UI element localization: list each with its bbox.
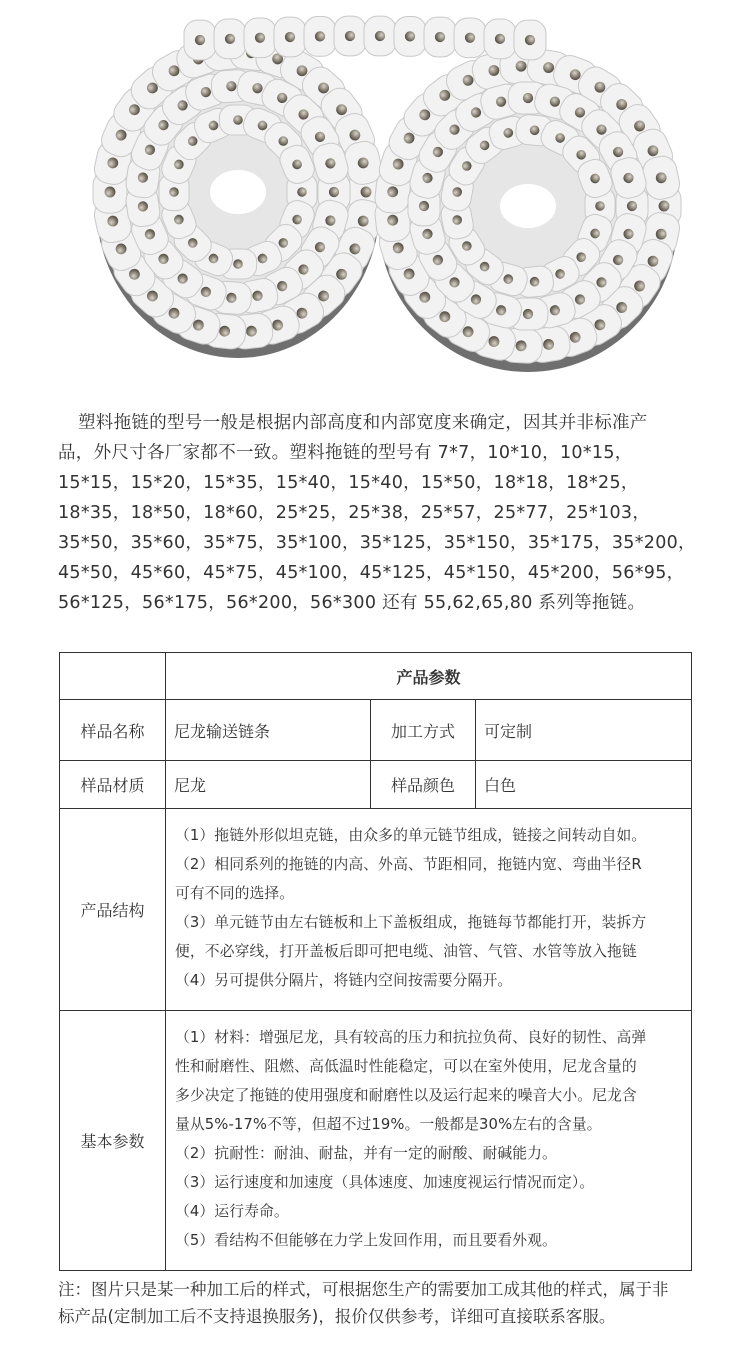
params-line: （3）运行速度和加速度（具体速度、加速度视运行情况而定）。: [175, 1174, 595, 1191]
color-value: 白色: [476, 761, 692, 809]
chain-link: [304, 17, 336, 57]
structure-label: 产品结构: [60, 809, 166, 1011]
note-line: 注：图片只是某一种加工后的样式，可根据您生产的需要加工成其他的样式，属于非: [58, 1280, 669, 1299]
intro-paragraph: [58, 408, 698, 618]
structure-line: （1）拖链外形似坦克链，由众多的单元链节组成，链接之间转动自如。: [175, 827, 647, 844]
product-parameter-table: [59, 652, 692, 1271]
structure-line: （4）另可提供分隔片，将链内空间按需要分隔开。: [175, 972, 513, 989]
product-photo: [0, 0, 750, 385]
chain-link: [424, 17, 456, 57]
material-value: 尼龙: [166, 761, 371, 809]
params-line: （2）抗耐性：耐油、耐盐，并有一定的耐酸、耐碱能力。: [175, 1145, 557, 1162]
chain-coil-right: [374, 48, 682, 372]
params-line: 量从5%-17%不等，但超不过19%。一般都是30%左右的含量。: [175, 1116, 602, 1133]
intro-line: 塑料拖链的型号一般是根据内部高度和内部宽度来确定，因其并非标准产: [78, 413, 648, 433]
chain-link: [514, 20, 546, 60]
chain-link: [394, 17, 426, 57]
table-title: 产品参数: [166, 653, 692, 700]
intro-line: 18*35，18*50，18*60，25*25，25*38，25*57，25*77，25*103，: [58, 503, 651, 523]
chain-link: [484, 19, 516, 59]
intro-line: 56*125，56*175，56*200，56*300 还有 55,62,65,80 系列等拖链。: [58, 593, 646, 613]
chain-link: [244, 18, 276, 58]
params-line: 性和耐磨性、阻燃、高低温时性能稳定，可以在室外使用，尼龙含量的: [175, 1058, 637, 1075]
footer-note: [58, 1276, 698, 1330]
intro-line: 品，外尺寸各厂家都不一致。塑料拖链的型号有 7*7，10*10，10*15，: [58, 443, 633, 463]
params-content: [166, 1011, 692, 1271]
process-label: 加工方式: [371, 700, 476, 761]
structure-content: [166, 809, 692, 1011]
chain-link: [364, 16, 396, 56]
chain-link: [274, 17, 306, 57]
material-label: 样品材质: [60, 761, 166, 809]
structure-line: （3）单元链节由左右链板和上下盖板组成，拖链每节都能打开，装拆方: [175, 914, 647, 931]
sample-name-label: 样品名称: [60, 700, 166, 761]
intro-line: 35*50，35*60，35*75，35*100，35*125，35*150，35*175，35*200，: [58, 533, 696, 553]
chain-link: [454, 18, 486, 58]
chain-link: [184, 20, 216, 60]
chain-link: [334, 16, 366, 56]
params-line: 多少决定了拖链的使用强度和耐磨性以及运行起来的噪音大小。尼龙含: [175, 1087, 637, 1104]
chain-coil-left: [92, 34, 384, 358]
note-line: 标产品(定制加工后不支持退换服务)，报价仅供参考，详细可直接联系客服。: [58, 1307, 616, 1326]
intro-line: 15*15，15*20，15*35，15*40，15*40，15*50，18*18，18*25，: [58, 473, 639, 493]
params-line: （5）看结构不但能够在力学上发回作用，而且要看外观。: [175, 1232, 557, 1249]
chain-link: [214, 19, 246, 59]
sample-name-value: 尼龙输送链条: [166, 700, 371, 761]
params-label: 基本参数: [60, 1011, 166, 1271]
params-line: （1）材料：增强尼龙，具有较高的压力和抗拉负荷、良好的韧性、高弹: [175, 1029, 647, 1046]
process-value: 可定制: [476, 700, 692, 761]
intro-line: 45*50，45*60，45*75，45*100，45*125，45*150，45*200，56*95，: [58, 563, 685, 583]
params-line: （4）运行寿命。: [175, 1203, 289, 1220]
structure-line: （2）相同系列的拖链的内高、外高、节距相同，拖链内宽、弯曲半径R: [175, 856, 642, 873]
structure-line: 可有不同的选择。: [175, 885, 295, 902]
structure-line: 便，不必穿线，打开盖板后即可把电缆、油管、气管、水管等放入拖链: [175, 943, 637, 960]
color-label: 样品颜色: [371, 761, 476, 809]
